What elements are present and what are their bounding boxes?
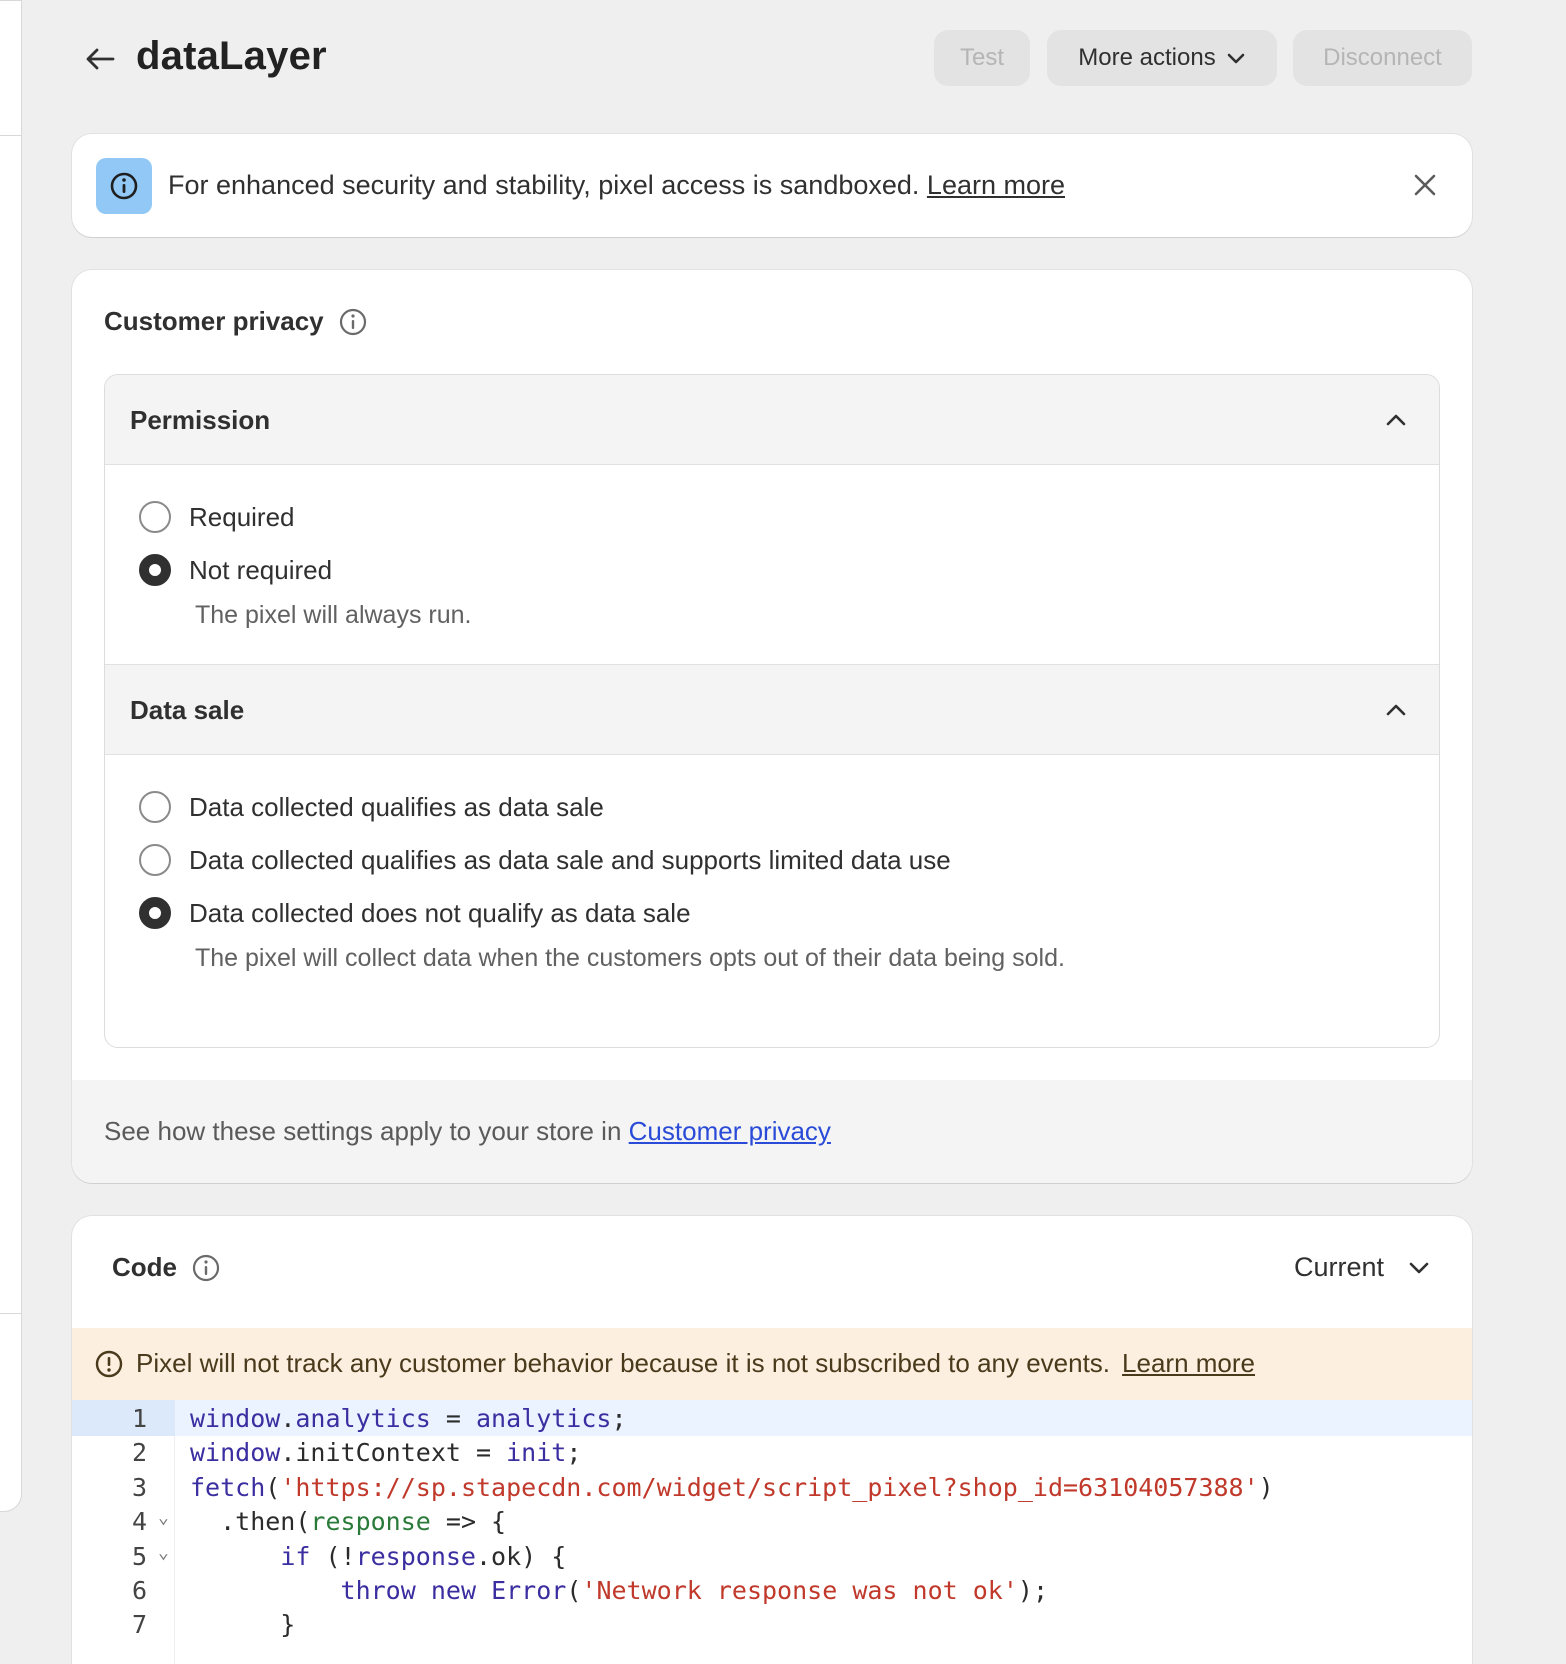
line-number: 3 xyxy=(131,1473,147,1502)
radio-button-selected[interactable] xyxy=(139,554,171,586)
radio-button[interactable] xyxy=(139,844,171,876)
customer-privacy-link[interactable]: Customer privacy xyxy=(628,1116,831,1146)
code-editor[interactable] xyxy=(72,1400,1472,1664)
code-text: if (!response.ok) { xyxy=(280,1542,567,1571)
arrow-left-icon xyxy=(85,47,115,71)
code-line[interactable] xyxy=(72,1572,1472,1608)
footer-message: See how these settings apply to your store in xyxy=(104,1116,622,1146)
data-sale-option-limited-use[interactable] xyxy=(139,844,951,876)
code-heading xyxy=(112,1252,221,1283)
permission-option-required[interactable] xyxy=(139,501,295,533)
option-label: Data collected does not qualify as data sale xyxy=(189,897,691,928)
code-line[interactable] xyxy=(72,1503,1472,1539)
code-text: } xyxy=(190,1610,296,1639)
dismiss-banner-button[interactable] xyxy=(1408,168,1442,202)
alert-circle-icon xyxy=(94,1349,124,1379)
warning-text: Pixel will not track any customer behavior because it is not subscribed to any events. xyxy=(136,1348,1111,1378)
fold-chevron-icon[interactable]: ⌄ xyxy=(158,1542,169,1563)
customer-privacy-heading xyxy=(104,306,368,337)
chevron-up-icon xyxy=(1381,405,1411,435)
line-number: 6 xyxy=(131,1576,147,1605)
warning-content xyxy=(94,1348,1255,1379)
data-sale-option-qualifies[interactable] xyxy=(139,791,604,823)
code-version-value: Current xyxy=(1293,1252,1384,1282)
data-sale-help-text: The pixel will collect data when the customers opts out of their data being sold. xyxy=(195,944,1065,972)
code-text: window.initContext = init; xyxy=(190,1438,582,1467)
footer-text xyxy=(104,1116,831,1147)
option-label: Data collected qualifies as data sale xyxy=(189,791,604,822)
data-sale-accordion-header[interactable] xyxy=(105,665,1439,755)
line-number-cell xyxy=(72,1572,175,1608)
code-line[interactable] xyxy=(72,1400,1472,1436)
fold-chevron-icon[interactable]: ⌄ xyxy=(158,1507,169,1528)
chevron-down-icon xyxy=(1408,1261,1430,1275)
customer-privacy-card xyxy=(72,270,1472,1183)
panel-divider xyxy=(0,1313,21,1314)
option-label: Required xyxy=(189,501,295,532)
line-number-cell xyxy=(72,1538,175,1574)
banner-message xyxy=(168,170,1065,201)
code-text: throw new Error('Network response was not ok'); xyxy=(340,1576,1048,1605)
sandbox-info-banner xyxy=(72,134,1472,237)
permission-option-not-required[interactable] xyxy=(139,554,332,586)
data-sale-heading: Data sale xyxy=(130,695,245,725)
code-text: window.analytics = analytics; xyxy=(190,1404,627,1433)
info-icon[interactable] xyxy=(191,1253,221,1283)
banner-text: For enhanced security and stability, pixel access is sandboxed. xyxy=(168,170,920,200)
line-number: 7 xyxy=(131,1610,147,1639)
no-events-warning-banner xyxy=(72,1328,1472,1400)
code-text: .then(response => { xyxy=(190,1507,507,1536)
more-actions-button[interactable] xyxy=(1047,30,1277,86)
learn-more-link[interactable]: Learn more xyxy=(926,170,1065,200)
page-header xyxy=(80,30,1472,88)
data-sale-option-not-qualify[interactable] xyxy=(139,897,691,929)
line-number: 4 xyxy=(131,1507,147,1536)
line-number-cell xyxy=(72,1503,175,1539)
code-version-select[interactable] xyxy=(1294,1252,1430,1283)
disconnect-button[interactable]: Disconnect xyxy=(1293,30,1472,86)
radio-button[interactable] xyxy=(139,501,171,533)
back-button[interactable] xyxy=(80,42,120,76)
code-text: fetch('https://sp.stapecdn.com/widget/script_pixel?shop_id=63104057388') xyxy=(190,1473,1274,1502)
code-line[interactable] xyxy=(72,1469,1472,1505)
customer-privacy-footer xyxy=(72,1080,1472,1183)
radio-button[interactable] xyxy=(139,791,171,823)
line-number-cell xyxy=(72,1469,175,1505)
line-number: 1 xyxy=(131,1404,147,1433)
line-number: 2 xyxy=(131,1438,147,1467)
code-title: Code xyxy=(112,1252,177,1282)
page-title: dataLayer xyxy=(136,34,327,78)
close-icon xyxy=(1412,172,1438,198)
warning-learn-more-link[interactable]: Learn more xyxy=(1122,1348,1256,1378)
line-number-cell xyxy=(72,1434,175,1470)
line-number: 5 xyxy=(131,1542,147,1571)
panel-divider xyxy=(0,135,21,136)
radio-button-selected[interactable] xyxy=(139,897,171,929)
info-icon[interactable] xyxy=(338,307,368,337)
code-card xyxy=(72,1216,1472,1664)
code-line[interactable] xyxy=(72,1606,1472,1642)
code-line[interactable] xyxy=(72,1538,1472,1574)
line-number-cell xyxy=(72,1400,175,1436)
permission-heading: Permission xyxy=(130,405,271,435)
permission-accordion-header[interactable] xyxy=(105,375,1439,465)
chevron-down-icon xyxy=(1226,51,1246,65)
option-label: Not required xyxy=(189,554,333,585)
chevron-up-icon xyxy=(1381,695,1411,725)
customer-privacy-title: Customer privacy xyxy=(104,306,324,336)
code-line[interactable] xyxy=(72,1434,1472,1470)
permission-help-text: The pixel will always run. xyxy=(195,601,472,629)
option-label: Data collected qualifies as data sale and supports limited data use xyxy=(189,844,951,875)
test-button[interactable]: Test xyxy=(934,30,1030,86)
line-number-cell xyxy=(72,1606,175,1642)
left-side-panel xyxy=(0,0,22,1512)
privacy-settings-box xyxy=(104,374,1440,1048)
info-icon xyxy=(96,158,152,214)
more-actions-label: More actions xyxy=(1078,44,1216,71)
